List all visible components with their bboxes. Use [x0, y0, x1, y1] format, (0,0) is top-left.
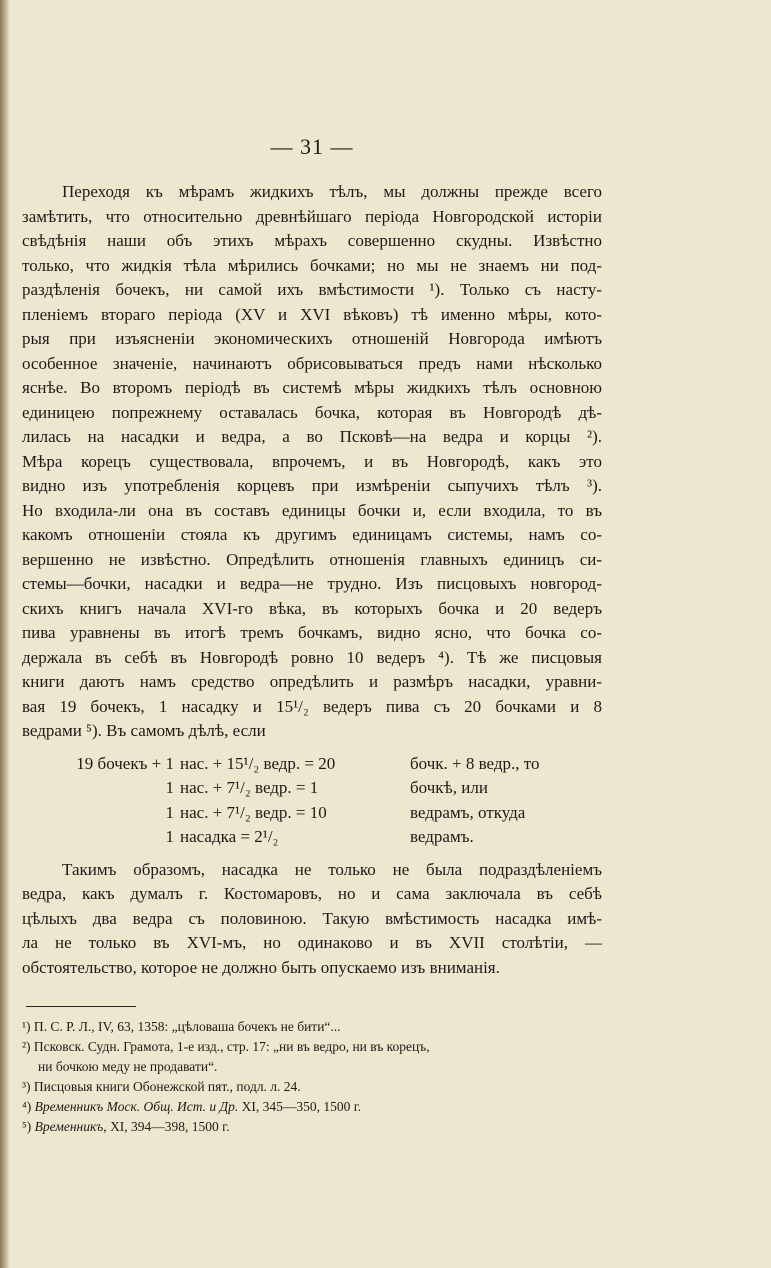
paragraph-1	[22, 180, 602, 744]
footnote-rule	[26, 1006, 136, 1007]
text-line: пива уравнены въ итогѣ тремъ бочкамъ, видно ясно, что бочка со-	[22, 623, 602, 642]
equation-middle: нас. + 7¹/₂ ведр. = 10	[180, 802, 327, 822]
equation-middle: насадка = 2¹/₂	[180, 827, 279, 846]
footnote-text: XI, 345—350, 1500 г.	[241, 1099, 362, 1114]
equation-right: ведрамъ.	[410, 827, 474, 846]
text-line: ведрами ⁵). Въ самомъ дѣлѣ, если	[22, 721, 266, 740]
text-line: вая 19 бочекъ, 1 насадку и 15¹/₂ ведеръ пива съ 20 бочками и 8	[22, 696, 602, 716]
footnote-mark: ⁴)	[22, 1099, 32, 1114]
text-line: Такимъ образомъ, насадка не только не была подраздѣленіемъ	[62, 859, 602, 879]
text-line: вершенно не извѣстно. Опредѣлить отношенія главныхъ единицъ си-	[22, 549, 602, 569]
text-line: ведра, какъ думалъ г. Костомаровъ, но и сама заключала въ себѣ	[22, 884, 602, 903]
text-line: держала въ себѣ въ Новгородѣ ровно 10 ведеръ ⁴). Тѣ же писцовыя	[22, 647, 602, 667]
text-line: какомъ отношеніи стояла къ другимъ единицамъ системы, намъ со-	[22, 525, 602, 544]
text-line: Но входила-ли она въ составъ единицы бочки и, если входила, то въ	[22, 500, 602, 520]
footnote-mark: ¹)	[22, 1019, 31, 1034]
equation-left: 19 бочекъ + 1	[76, 753, 174, 773]
text-line: раздѣленія бочекъ, ни самой ихъ вмѣстимости ¹). Только съ насту-	[22, 280, 602, 299]
document-page	[22, 132, 602, 1137]
footnote-text: XI, 394—398, 1500 г.	[110, 1119, 230, 1134]
equation-middle: нас. + 15¹/₂ ведр. = 20	[180, 753, 336, 773]
text-line: скихъ книгъ начала XVI-го вѣка, въ которыхъ бочка и 20 ведеръ	[22, 598, 602, 618]
page-number: — 31 —	[270, 134, 354, 159]
footnote-text: Псковск. Судн. Грамота, 1-е изд., стр. 17: „ни въ ведро, ни въ корецъ,	[33, 1039, 430, 1054]
text-line: видно изъ употребленія корцевъ при измѣреніи сыпучихъ тѣлъ ³).	[22, 476, 602, 495]
text-line: Мѣра корецъ существовала, впрочемъ, и въ Новгородѣ, какъ это	[22, 451, 602, 471]
equation-row	[22, 801, 602, 826]
equation-right: бочк. + 8 ведр., то	[410, 753, 540, 773]
footnote-text: П. С. Р. Л., IV, 63, 1358: „цѣловаша бочекъ не бити“...	[33, 1019, 341, 1034]
footnote-source-title: Временникъ,	[34, 1119, 107, 1134]
text-line: лилась на насадки и ведра, а во Псковѣ—на ведра и корцы ²).	[22, 427, 602, 446]
footnote	[22, 1017, 602, 1037]
footnote-mark: ²)	[22, 1039, 31, 1054]
text-line: особенное значеніе, начинаютъ обрисовываться предъ нами нѣсколько	[22, 353, 602, 373]
text-line: только, что жидкія тѣла мѣрились бочками; но мы не знаемъ ни под-	[22, 255, 602, 275]
text-line: яснѣе. Во второмъ періодѣ въ системѣ мѣры жидкихъ тѣлъ основною	[22, 378, 602, 397]
text-line: стемы—бочки, насадки и ведра—не трудно. Изъ писцовыхъ новгород-	[22, 574, 602, 593]
footnote-source-title: Временникъ Моск. Общ. Ист. и Др.	[34, 1099, 239, 1114]
equation-left: 1	[165, 778, 174, 797]
footnote	[22, 1057, 602, 1077]
equation-row	[22, 752, 602, 777]
footnote	[22, 1037, 602, 1057]
footnote	[22, 1117, 602, 1137]
text-line: свѣдѣнія наши объ этихъ мѣрахъ совершенно скудны. Извѣстно	[22, 231, 602, 250]
equation-row	[22, 776, 602, 801]
text-line: единицею попрежнему оставалась бочка, которая въ Новгородѣ дѣ-	[22, 402, 602, 422]
equation-row	[22, 825, 602, 850]
footnotes	[22, 1017, 602, 1137]
footnote-text: Писцовыя книги Обонежской пят., подл. л. 24.	[33, 1079, 301, 1094]
text-line: замѣтить, что относительно древнѣйшаго періода Новгородской исторіи	[22, 206, 602, 226]
equation-left: 1	[165, 802, 174, 822]
text-line: книги даютъ намъ средство опредѣлить и размѣръ насадки, уравни-	[22, 672, 602, 691]
paragraph-2	[22, 858, 602, 981]
equation-middle: нас. + 7¹/₂ ведр. = 1	[180, 778, 319, 797]
equation-right: ведрамъ, откуда	[410, 802, 526, 822]
text-line: обстоятельство, которое не должно быть опускаемо изъ вниманія.	[22, 957, 500, 977]
book-spine-shadow	[0, 0, 10, 1268]
footnote-mark: ³)	[22, 1079, 31, 1094]
footnote-text: ни бочкою меду не продавати“.	[38, 1059, 218, 1074]
text-line: рыя при изъясненіи экономическихъ отношеній Новгорода имѣютъ	[22, 329, 602, 348]
text-line: Переходя къ мѣрамъ жидкихъ тѣлъ, мы должны прежде всего	[62, 182, 602, 201]
footnote	[22, 1097, 602, 1117]
text-line: пленіемъ втораго періода (XV и XVI вѣковъ) тѣ именно мѣры, кото-	[22, 304, 602, 324]
footnote-mark: ⁵)	[22, 1119, 32, 1134]
equation-left: 1	[165, 827, 174, 846]
text-line: цѣлыхъ два ведра съ половиною. Такую вмѣстимость насадка имѣ-	[22, 908, 602, 928]
footnote	[22, 1077, 602, 1097]
text-line: ла не только въ XVI-мъ, но одинаково и въ XVII столѣтіи, —	[22, 933, 602, 952]
equation-block	[22, 752, 602, 850]
equation-right: бочкѣ, или	[410, 778, 488, 797]
